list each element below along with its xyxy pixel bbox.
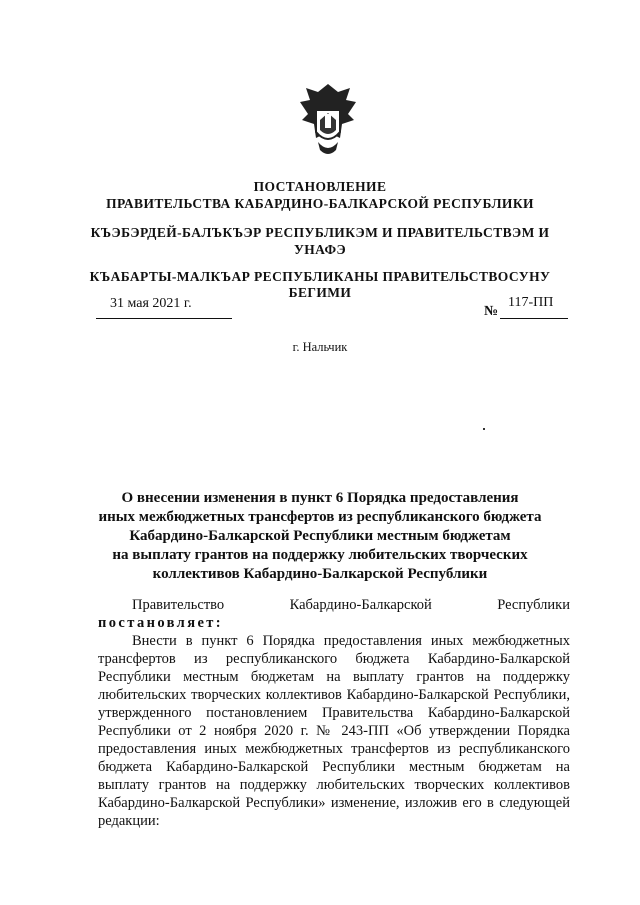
government-name-kbd-line2: УНАФЭ [293, 242, 347, 257]
government-name-ru: ПРАВИТЕЛЬСТВА КАБАРДИНО-БАЛКАРСКОЙ РЕСПУБЛИКИ [106, 196, 534, 211]
government-name-krc-line2: БЕГИМИ [288, 285, 352, 300]
government-name-kbd-line1: КЪЭБЭРДЕЙ-БАЛЪКЪЭР РЕСПУБЛИКЭМ И ПРАВИТЕЛЬСТВЭМ И [90, 225, 550, 240]
city: г. Нальчик [292, 340, 348, 354]
document-title-line5: коллективов Кабардино-Балкарской Республики [152, 566, 488, 582]
resolves-word: постановляет: [98, 615, 224, 631]
coat-of-arms-icon [296, 80, 360, 160]
document-title-line1: О внесении изменения в пункт 6 Порядка предоставления [121, 490, 519, 506]
scan-speck [483, 428, 485, 430]
doc-type-title: ПОСТАНОВЛЕНИЕ [253, 179, 387, 194]
number-underline [500, 318, 568, 319]
document-body [98, 596, 570, 830]
document-title-line4: на выплату грантов на поддержку любительских творческих [112, 547, 528, 563]
number-sign: № [484, 304, 499, 319]
government-name-krc-line1: КЪАБАРТЫ-МАЛКЪАР РЕСПУБЛИКАНЫ ПРАВИТЕЛЬСТВОСУНУ [89, 269, 551, 284]
date-underline [96, 318, 232, 319]
intro-line: Правительство Кабардино-Балкарской Республики [132, 597, 570, 613]
document-date: 31 мая 2021 г. [110, 296, 192, 311]
main-paragraph: Внести в пункт 6 Порядка предоставления иных межбюджетных трансфертов из республиканского бюджета Кабардино-Балкарской Республики местным бюджетам на выплату грантов на поддержку любительских творческих коллективов Кабардино-Балкарской Республики, утвержденного постановлением Правительства Кабардино-Балкарской Республики от 2 ноября 2020 г. № 243-ПП «Об утверждении Порядка предоставления иных межбюджетных трансфертов из республиканского бюджета Кабардино-Балкарской Республики местным бюджетам на выплату грантов на поддержку любительских творческих коллективов Кабардино-Балкарской Республики» изменение, изложив его в следующей редакции: [98, 633, 570, 829]
document-title-line2: иных межбюджетных трансфертов из республиканского бюджета [98, 509, 542, 525]
document-title-line3: Кабардино-Балкарской Республики местным бюджетам [129, 528, 511, 544]
document-number: 117-ПП [508, 295, 554, 310]
